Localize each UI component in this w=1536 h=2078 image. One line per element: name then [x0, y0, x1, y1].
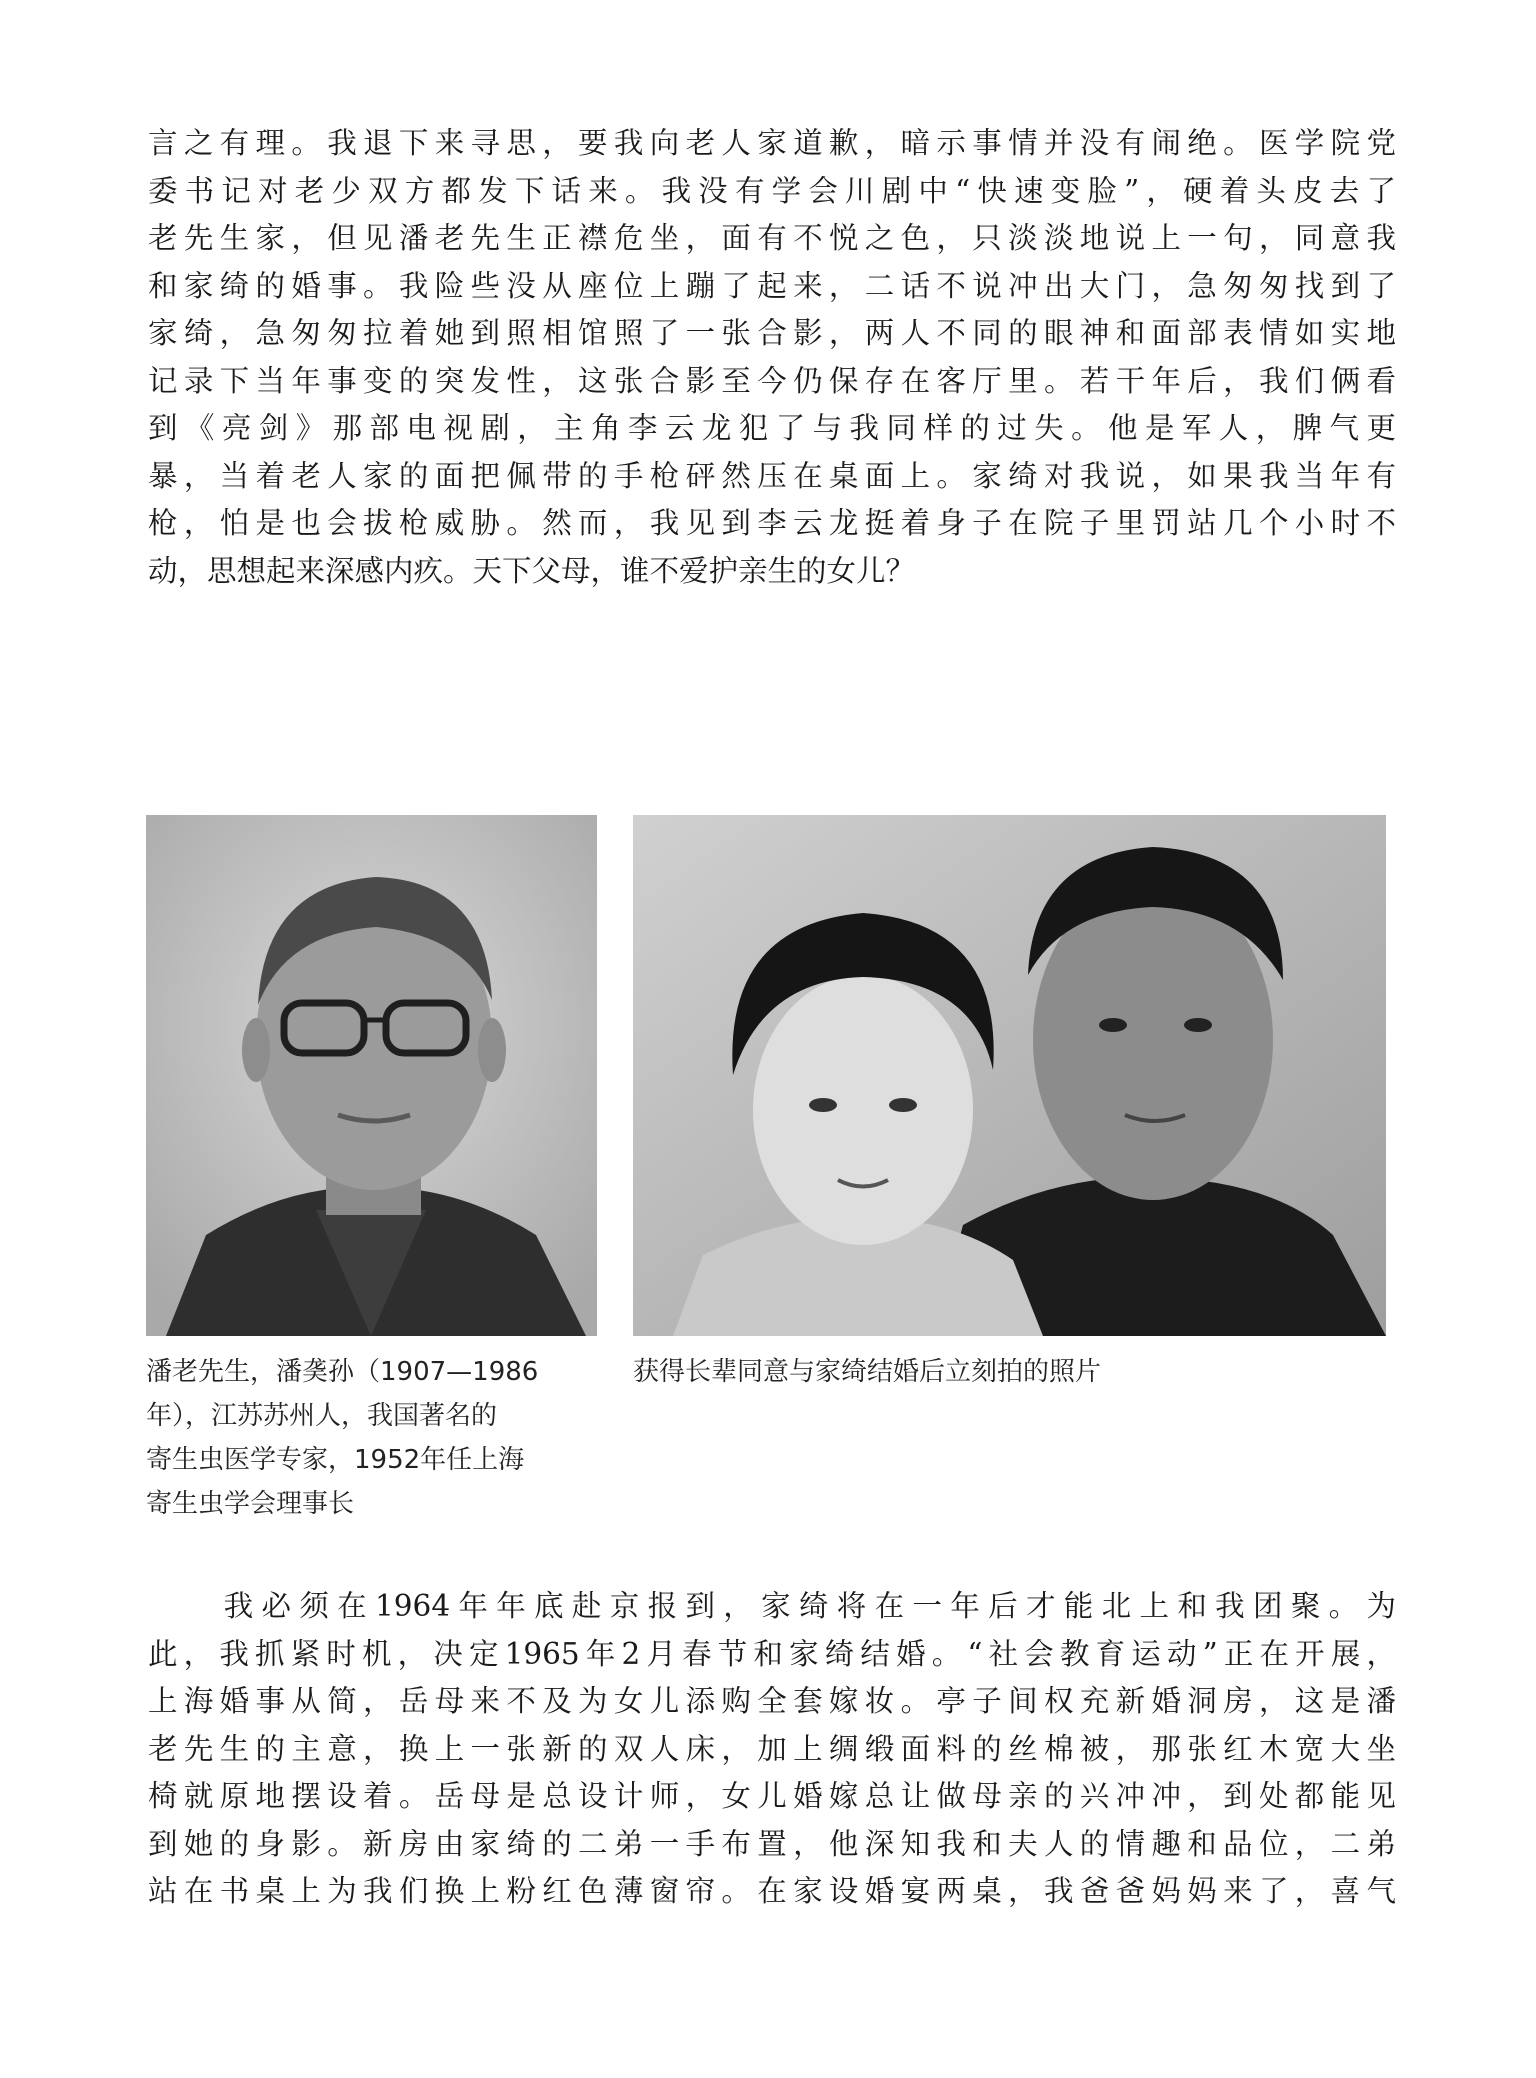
- text-line: 我必须在1964年年底赴京报到，家绮将在一年后才能北上和我团聚。为: [148, 1589, 1396, 1623]
- text-line: 站在书桌上为我们换上粉红色薄窗帘。在家设婚宴两桌，我爸爸妈妈来了，喜气: [148, 1874, 1396, 1908]
- body-paragraph-top: [148, 120, 1396, 595]
- text-line: 上海婚事从简，岳母来不及为女儿添购全套嫁妆。亭子间权充新婚洞房，这是潘: [148, 1684, 1396, 1718]
- text-line: 动，思想起来深感内疚。天下父母，谁不爱护亲生的女儿？: [148, 553, 916, 588]
- portrait-caption: [146, 1350, 598, 1526]
- couple-photo-caption: 获得长辈同意与家绮结婚后立刻拍的照片: [633, 1357, 1102, 1387]
- text-line: 此，我抓紧时机，决定1965年2月春节和家绮结婚。“社会教育运动”正在开展，: [148, 1636, 1396, 1671]
- couple-photo: [633, 815, 1386, 1336]
- text-line: 暴，当着老人家的面把佩带的手枪砰然压在桌面上。家绮对我说，如果我当年有: [148, 458, 1396, 493]
- text-line: 老先生的主意，换上一张新的双人床，加上绸缎面料的丝棉被，那张红木宽大坐: [148, 1731, 1396, 1766]
- caption-line: 潘老先生，潘䶮孙（1907—1986: [146, 1357, 539, 1387]
- caption-line: 寄生虫医学专家，1952年任上海: [146, 1445, 525, 1475]
- text-line: 委书记对老少双方都发下话来。我没有学会川剧中“快速变脸”，硬着头皮去了: [148, 173, 1396, 208]
- text-line: 和家绮的婚事。我险些没从座位上蹦了起来，二话不说冲出大门，急匆匆找到了: [148, 268, 1396, 303]
- caption-line: 寄生虫学会理事长: [146, 1489, 355, 1519]
- caption-line: 年），江苏苏州人，我国著名的: [146, 1401, 498, 1431]
- text-line: 到她的身影。新房由家绮的二弟一手布置，他深知我和夫人的情趣和品位，二弟: [148, 1826, 1396, 1861]
- text-line: 家绮，急匆匆拉着她到照相馆照了一张合影，两人不同的眼神和面部表情如实地: [148, 316, 1396, 350]
- text-line: 到《亮剑》那部电视剧，主角李云龙犯了与我同样的过失。他是军人，脾气更: [148, 411, 1396, 445]
- text-line: 椅就原地摆设着。岳母是总设计师，女儿婚嫁总让做母亲的兴冲冲，到处都能见: [148, 1779, 1396, 1813]
- text-line: 老先生家，但见潘老先生正襟危坐，面有不悦之色，只淡淡地说上一句，同意我: [148, 221, 1396, 255]
- body-paragraph-bottom: [148, 1583, 1396, 1916]
- text-line: 记录下当年事变的突发性，这张合影至今仍保存在客厅里。若干年后，我们俩看: [148, 363, 1396, 398]
- portrait-photo: [146, 815, 597, 1336]
- text-line: 枪，怕是也会拔枪威胁。然而，我见到李云龙挺着身子在院子里罚站几个小时不: [148, 506, 1396, 540]
- text-line: 言之有理。我退下来寻思，要我向老人家道歉，暗示事情并没有闹绝。医学院党: [148, 126, 1396, 160]
